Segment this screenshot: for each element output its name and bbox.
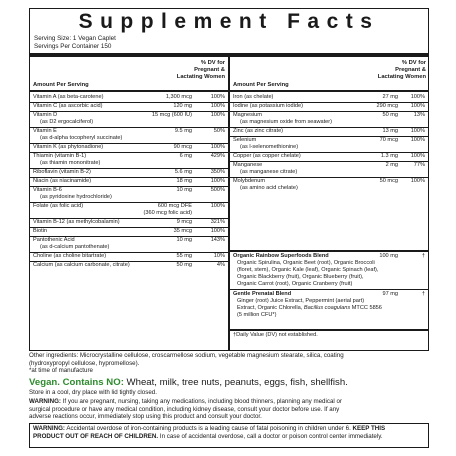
- nutrient-dv: 100%: [210, 94, 225, 100]
- nutrient-dv: 143%: [210, 237, 225, 243]
- storage-note: Store in a cool, dry place with lid tightly closed.: [29, 389, 157, 396]
- dagger-rule: [230, 329, 428, 331]
- nutrient-amount: 6 mg: [179, 153, 192, 159]
- nutrient-amount: 15 mcg (600 IU): [151, 112, 192, 118]
- accidental-label: WARNING:: [33, 425, 65, 432]
- blend1-name: Organic Rainbow Superfoods Blend: [233, 253, 329, 259]
- blend2-rule: [230, 289, 428, 290]
- nutrient-name: Iodine (as potassium iodide): [233, 103, 303, 109]
- blend1-dagger: †: [421, 253, 425, 259]
- nutrient-name: Riboflavin (vitamin B-2): [33, 169, 91, 175]
- nutrient-source: (as pyridoxine hydrochloride): [40, 194, 112, 200]
- nutrient-dv: 321%: [210, 219, 225, 225]
- blend2-name: Gentle Prenatal Blend: [233, 291, 292, 297]
- right-dv-header-line3: Lactating Women: [377, 74, 426, 80]
- nutrient-row: [30, 103, 228, 110]
- nutrient-name: Vitamin B-6: [33, 187, 62, 193]
- nutrient-amount: 9 mcg: [176, 219, 192, 225]
- nutrient-source: (as amino acid chelate): [240, 185, 298, 191]
- nutrient-row: [30, 187, 228, 201]
- nutrient-source: (as thiamin mononitrate): [40, 160, 101, 166]
- accidental-line1a: Accidental overdose of iron-containing products is a leading cause of fatal poisoning in children under 6.: [64, 425, 353, 432]
- dagger-note-text: †Daily Value (DV) not established.: [233, 332, 318, 338]
- nutrient-amount: 1,300 mcg: [165, 94, 192, 100]
- blend1-row: [230, 253, 428, 293]
- nutrient-dv: 100%: [410, 128, 425, 134]
- nutrient-amount: 1.3 mg: [380, 153, 398, 159]
- panel-title: Supplement Facts: [78, 10, 380, 33]
- nutrient-row: [230, 128, 428, 135]
- nutrient-name: Selenium: [233, 137, 257, 143]
- right-dv-header-line1: % DV for: [401, 60, 426, 66]
- right-header-rule: [230, 90, 428, 92]
- blend1-line: Organic Blackberry (fruit), Organic Blueberry (fruit),: [237, 274, 364, 280]
- blend1-line: Organic Carrot (root), Organic Cranberry (fruit): [237, 281, 353, 287]
- nutrient-name: Molybdenum: [233, 178, 266, 184]
- serving-size: Serving Size: 1 Vegan Caplet: [34, 35, 116, 42]
- nutrient-dv: 100%: [210, 144, 225, 150]
- nutrient-dv: 500%: [210, 187, 225, 193]
- nutrient-amount: 50 mg: [382, 112, 398, 118]
- nutrient-amount: 13 mg: [382, 128, 398, 134]
- nutrient-row: [30, 203, 228, 217]
- blend2-row: [230, 291, 428, 331]
- warning-line2: surgical procedure or have any medical condition, including kidney disease, consult your doctor before use. If any: [29, 405, 340, 413]
- blend1-amount: 100 mg: [379, 253, 398, 259]
- blend2-amount: 97 mg: [382, 291, 398, 297]
- blend2-species: Bacillus coagulans: [303, 305, 351, 311]
- nutrient-source: (as d-calcium pantothenate): [40, 244, 110, 250]
- nutrient-source: (as d-alpha tocopheryl succinate): [40, 135, 123, 141]
- nutrient-name: Manganese: [233, 162, 263, 168]
- nutrient-name: Vitamin K (as phytonadione): [33, 144, 104, 150]
- accidental-overdose-box: [29, 423, 429, 448]
- blend2-line2a: Extract, Organic Chlorella,: [237, 305, 304, 311]
- nutrient-row: [30, 237, 228, 251]
- nutrient-name: Vitamin E: [33, 128, 57, 134]
- nutrient-row: [30, 228, 228, 235]
- vegan-statement: [29, 377, 348, 388]
- nutrient-name: Thiamin (vitamin B-1): [33, 153, 87, 159]
- nutrient-row: [230, 112, 428, 126]
- nutrient-row: [30, 219, 228, 226]
- nutrient-amount: 290 mcg: [376, 103, 398, 109]
- nutrient-name: Vitamin C (as ascorbic acid): [33, 103, 103, 109]
- right-amount-header: Amount Per Serving: [233, 82, 289, 88]
- nutrient-dv: 100%: [210, 103, 225, 109]
- nutrient-name: Magnesium: [233, 112, 262, 118]
- nutrient-amount: 120 mg: [173, 103, 192, 109]
- warning-line1: If you are pregnant, nursing, taking any medications, including blood thinners, planning any medical or: [60, 398, 342, 405]
- nutrient-dv: 100%: [410, 103, 425, 109]
- supplement-facts-panel: [29, 8, 429, 351]
- blend2-line1: Ginger (root) Juice Extract, Peppermint (aerial part): [237, 298, 365, 304]
- nutrient-source: (as magnesium oxide from seawater): [240, 119, 333, 125]
- nutrient-name: Pantothenic Acid: [33, 237, 75, 243]
- nutrient-row: [30, 144, 228, 151]
- nutrient-amount: 10 mg: [176, 237, 192, 243]
- nutrient-name: Niacin (as niacinamide): [33, 178, 92, 184]
- nutrient-dv: 10%: [213, 253, 225, 259]
- nutrient-name: Biotin: [33, 228, 47, 234]
- nutrient-amount: 2 mg: [385, 162, 398, 168]
- warning-text: [29, 398, 429, 421]
- nutrient-name: Calcium (as calcium carbonate, citrate): [33, 262, 130, 268]
- nutrient-row: [230, 103, 428, 110]
- nutrient-amount: 90 mcg: [173, 144, 192, 150]
- left-header-rule: [30, 90, 228, 92]
- servings-per-container: Servings Per Container 150: [34, 43, 112, 50]
- accidental-line2b: In case of accidental overdose, call a doctor or poison control center immediately.: [158, 432, 383, 440]
- nutrient-amount: 9.5 mg: [174, 128, 192, 134]
- blend2-line3: (5 million CFU*): [237, 312, 277, 318]
- nutrient-row: [30, 253, 228, 260]
- nutrient-row: [30, 128, 228, 142]
- nutrient-amount: 5.6 mg: [174, 169, 192, 175]
- accidental-line1b: KEEP THIS: [352, 425, 386, 432]
- nutrient-name: Vitamin B-12 (as methylcobalamin): [33, 219, 120, 225]
- nutrient-row: [30, 169, 228, 176]
- nutrient-amount-detail: (360 mcg folic acid): [143, 210, 192, 216]
- nutrient-name: Zinc (as zinc citrate): [233, 128, 284, 134]
- left-dv-header-line3: Lactating Women: [176, 74, 225, 80]
- blend2-line2c: MTCC 5856: [350, 305, 382, 311]
- nutrient-source: (as D2 ergocalciferol): [40, 119, 94, 125]
- blend2-line2: [237, 305, 382, 312]
- left-dv-header: [170, 60, 225, 81]
- nutrient-dv: 429%: [210, 153, 225, 159]
- nutrient-row: [30, 94, 228, 101]
- nutrient-amount: 35 mcg: [173, 228, 192, 234]
- nutrient-dv: 4%: [216, 262, 225, 268]
- blend1-rule: [230, 250, 428, 252]
- nutrient-amount: 10 mg: [176, 187, 192, 193]
- nutrient-dv: 100%: [210, 178, 225, 184]
- nutrient-row: [230, 94, 428, 101]
- time-note: *at time of manufacture: [29, 367, 93, 375]
- nutrient-amount: 18 mg: [176, 178, 192, 184]
- nutrient-row: [230, 162, 428, 176]
- nutrient-row: [230, 137, 428, 151]
- right-dv-header: [360, 60, 426, 81]
- vegan-label: Vegan. Contains NO:: [29, 377, 124, 388]
- other-ingredients-line1: Other ingredients: Microcrystalline cellulose, croscarmellose sodium, vegetable magnesium stearate, silica, coating: [29, 352, 344, 359]
- nutrient-row: [230, 178, 428, 192]
- nutrient-amount: 50 mcg: [379, 178, 398, 184]
- nutrient-row: [30, 178, 228, 185]
- nutrient-source: (as l-selenomethionine): [240, 144, 299, 150]
- blend2-dagger: †: [421, 291, 425, 297]
- nutrient-dv: 100%: [410, 94, 425, 100]
- left-amount-header: Amount Per Serving: [33, 82, 89, 88]
- nutrient-dv: 100%: [210, 228, 225, 234]
- blend1-line: Organic Spirulina, Organic Beet (root), Organic Broccoli: [237, 260, 375, 266]
- nutrient-name: Vitamin A (as beta-carotene): [33, 94, 104, 100]
- nutrient-source: (as manganese citrate): [240, 169, 298, 175]
- nutrient-name: Choline (as choline bitartrate): [33, 253, 107, 259]
- nutrient-dv: 77%: [413, 162, 425, 168]
- nutrient-dv: 13%: [413, 112, 425, 118]
- allergen-list: Wheat, milk, tree nuts, peanuts, eggs, fish, shellfish.: [123, 377, 348, 388]
- nutrient-name: Copper (as copper chelate): [233, 153, 301, 159]
- nutrient-dv: 100%: [210, 203, 225, 209]
- nutrient-dv: 50%: [213, 128, 225, 134]
- nutrient-dv: 100%: [410, 178, 425, 184]
- nutrient-amount: 55 mg: [176, 253, 192, 259]
- nutrient-amount: 600 mcg DFE: [157, 203, 192, 209]
- blend1-line: (floret, stem), Organic Kale (leaf), Organic Spinach (leaf),: [237, 267, 379, 273]
- nutrient-name: Iron (as chelate): [233, 94, 274, 100]
- nutrient-dv: 100%: [410, 153, 425, 159]
- nutrient-dv: 100%: [210, 112, 225, 118]
- nutrient-dv: 100%: [410, 137, 425, 143]
- nutrient-name: Folate (as folic acid): [33, 203, 84, 209]
- accidental-line2a: PRODUCT OUT OF REACH OF CHILDREN.: [33, 432, 159, 440]
- nutrient-row: [230, 153, 428, 160]
- warning-line3: adverse reactions occur, immediately stop using this product and consult your doctor.: [29, 413, 262, 421]
- right-dv-header-line2: Pregnant &: [395, 67, 426, 73]
- left-dv-header-line2: Pregnant &: [194, 67, 225, 73]
- other-ingredients-line2: (hydroxypropyl cellulose, hypromellose).: [29, 359, 140, 367]
- left-dv-header-line1: % DV for: [200, 60, 225, 66]
- other-ingredients: [29, 352, 429, 375]
- nutrient-dv: 350%: [210, 169, 225, 175]
- nutrient-row: [30, 262, 228, 269]
- nutrient-row: [30, 112, 228, 126]
- nutrient-amount: 27 mg: [382, 94, 398, 100]
- nutrient-amount: 70 mcg: [379, 137, 398, 143]
- warning-label: WARNING:: [29, 398, 61, 405]
- nutrient-row: [30, 153, 228, 167]
- nutrient-amount: 50 mg: [176, 262, 192, 268]
- nutrient-name: Vitamin D: [33, 112, 58, 118]
